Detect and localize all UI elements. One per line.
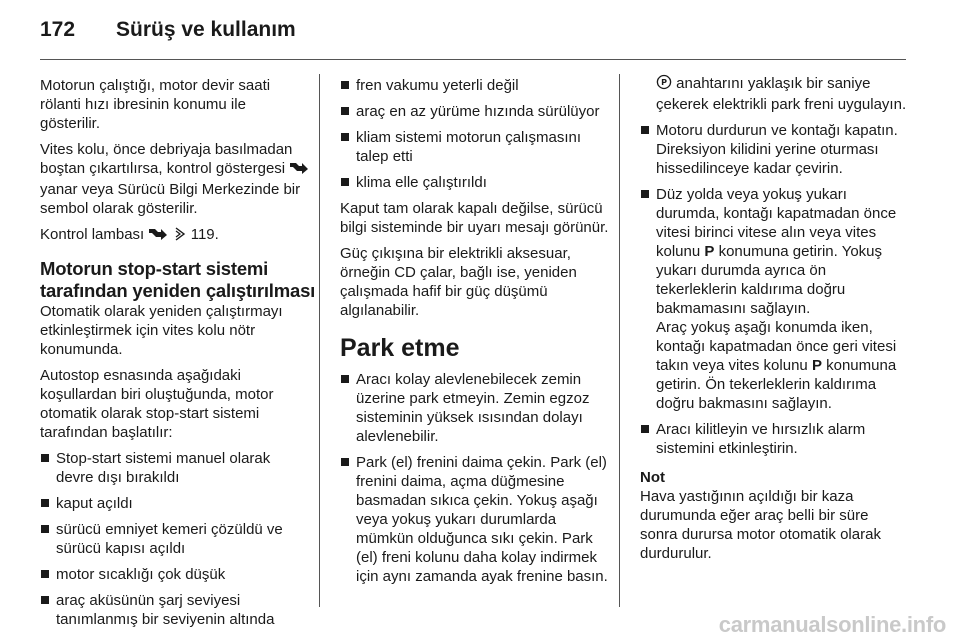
list-item: Motoru durdurun ve kontağı kapatın. Direksiyon kilidini yerine oturması hissedilinceye kadar çevirin. <box>640 121 910 178</box>
column-3 <box>640 76 910 570</box>
list-item: araç aküsünün şarj seviyesi tanımlanmış bir seviyenin altında <box>40 591 310 629</box>
column-divider-1 <box>319 74 320 607</box>
paragraph: Kaput tam olarak kapalı değilse, sürücü bilgi sisteminde bir uyarı mesajı görünür. <box>340 200 609 236</box>
bullet-list <box>640 74 910 458</box>
list-item: araç en az yürüme hızında sürülüyor <box>340 102 610 121</box>
list-item: fren vakumu yeterli değil <box>340 76 610 95</box>
paragraph: Motorun çalıştığı, motor devir saati rölanti hızı ibresinin konumu ile gösterilir. <box>40 77 271 132</box>
list-item: kaput açıldı <box>40 494 310 513</box>
list-item-continued: P anahtarını yaklaşık bir saniye çekerek elektrikli park freni uygulayın. <box>656 75 907 113</box>
page-number: 172 <box>40 18 76 41</box>
section-heading: Park etme <box>340 334 460 362</box>
page-header <box>40 18 920 58</box>
header-rule <box>40 59 906 60</box>
paragraph <box>40 225 310 246</box>
text: Kontrol lambası <box>40 226 145 243</box>
note-body: Hava yastığının açıldığı bir kaza durumunda eğer araç belli bir süre sonra durursa motor otomatik olarak durdurulur. <box>640 488 881 562</box>
list-item: klima elle çalıştırıldı <box>340 173 610 192</box>
paragraph: Autostop esnasında aşağıdaki koşullardan biri oluştuğunda, motor otomatik olarak stop-start sistemi tarafından başlatılır: <box>40 367 274 441</box>
column-2 <box>340 76 610 593</box>
list-item: Aracı kilitleyin ve hırsızlık alarm sistemini etkinleştirin. <box>640 420 910 458</box>
list-item: Stop-start sistemi manuel olarak devre dışı bırakıldı <box>40 449 310 487</box>
list-item: sürücü emniyet kemeri çözüldü ve sürücü kapısı açıldı <box>40 520 310 558</box>
watermark: carmanualsonline.info <box>718 612 946 637</box>
list-item: Aracı kolay alevlenebilecek zemin üzerine park etmeyin. Zemin egzoz sisteminin yüksek ısısından dolayı alevlenebilir. <box>340 370 610 446</box>
svg-text:P: P <box>661 78 667 87</box>
shift-indicator-icon <box>148 227 168 246</box>
paragraph <box>40 140 310 218</box>
column-1 <box>40 76 316 636</box>
bullet-list <box>340 76 610 192</box>
page-reference-icon <box>174 227 186 246</box>
list-item: motor sıcaklığı çok düşük <box>40 565 310 584</box>
list-item: Düz yolda veya yokuş yukarı durumda, kontağı kapatmadan önce vitesi birinci vitese alın veya vites kolunu P konumuna getirin. Yokuş yukarı durumda ayrıca ön tekerleklerin kaldırıma doğru bakmamasını sağlayın. Araç yokuş aşağı konumda iken, kontağı kapatmadan önce geri vitesi takın veya vites kolunu P konumuna getirin. Ön tekerleklerin kaldırıma doğru bakmasını sağlayın. <box>640 185 910 413</box>
sub-paragraph: Araç yokuş aşağı konumda iken, kontağı kapatmadan önce geri vitesi takın veya vites kolunu P konumuna getirin. Ön tekerleklerin kaldırıma doğru bakmasını sağlayın. <box>656 319 897 412</box>
list-item: kliam sistemi motorun çalışmasını talep etti <box>340 128 610 166</box>
bullet-list <box>340 370 610 586</box>
note-heading: Not <box>640 469 665 486</box>
shift-indicator-icon <box>289 161 309 180</box>
section-heading: Motorun stop-start sistemi tarafından yeniden çalıştırılması <box>40 258 316 301</box>
page-reference: 119. <box>190 226 219 243</box>
bullet-list <box>40 449 310 629</box>
list-item: Park (el) frenini daima çekin. Park (el) frenini daima, açma düğmesine basmadan sıkıca çekin. Yokuş aşağı veya yokuş yukarı durumlarda mümkün olduğunca sıkı çekin. Park (el) freni kolunu daha kolay indirmek için aynı zamanda ayak frenine basın. <box>340 453 610 586</box>
paragraph: Güç çıkışına bir elektrikli aksesuar, örneğin CD çalar, bağlı ise, yeniden çalışmada hafif bir güç düşümü algılanabilir. <box>340 245 577 319</box>
page-title: Sürüş ve kullanım <box>116 18 296 41</box>
text: Vites kolu, önce debriyaja basılmadan boştan çıkartılırsa, kontrol göstergesi <box>40 141 293 177</box>
paragraph: Otomatik olarak yeniden çalıştırmayı etkinleştirmek için vites kolu nötr konumunda. <box>40 303 283 358</box>
autostop-button-icon <box>656 74 672 95</box>
column-divider-2 <box>619 74 620 607</box>
text: yanar veya Sürücü Bilgi Merkezinde bir sembol olarak gösterilir. <box>40 181 301 217</box>
